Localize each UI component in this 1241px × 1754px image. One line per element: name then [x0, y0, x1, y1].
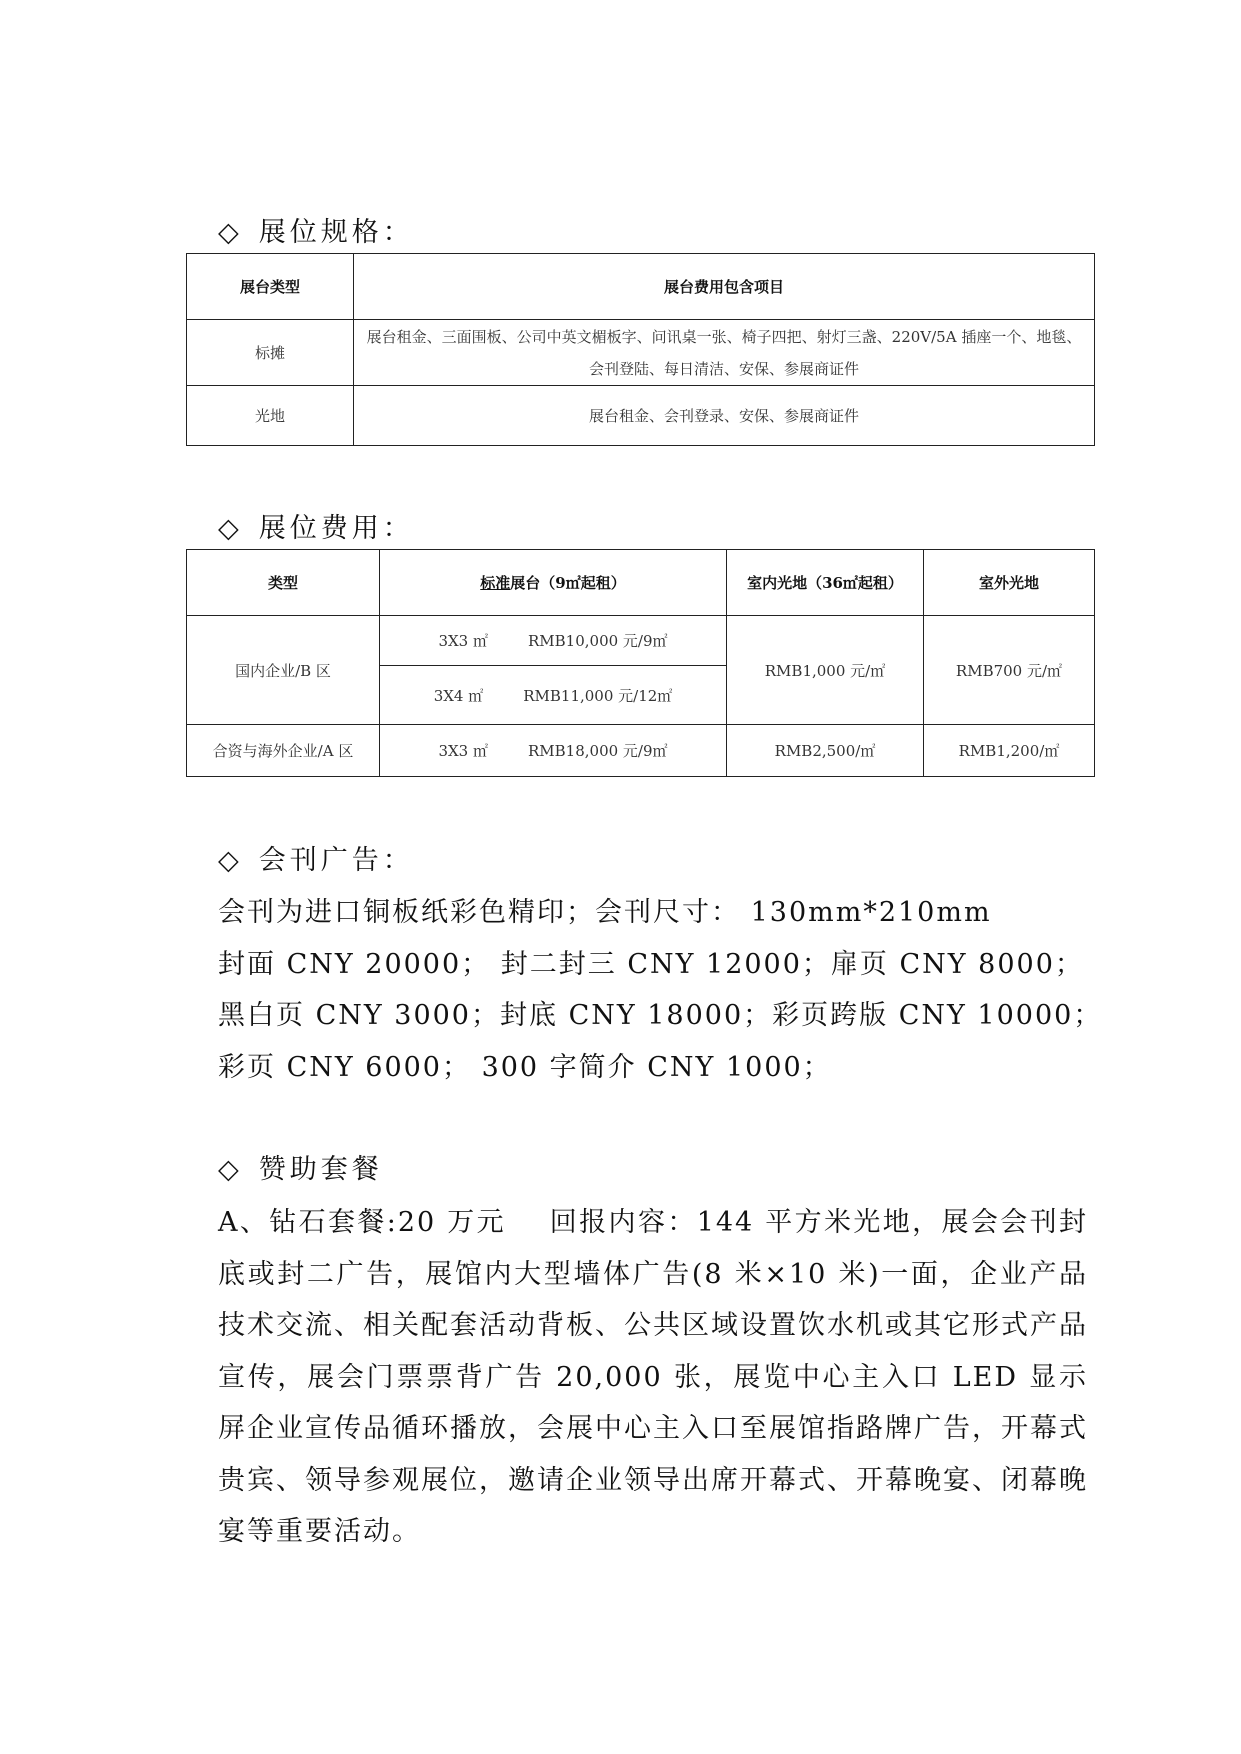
booth-type-standard: 标摊 — [187, 320, 354, 386]
foreign-outdoor-price: RMB1,200/㎡ — [924, 725, 1095, 777]
table-row — [187, 386, 1095, 446]
domestic-option1-size: 3X3 ㎡ — [438, 632, 488, 650]
header-standard-rest: 展台（9㎡起租） — [510, 574, 626, 592]
foreign-indoor-price: RMB2,500/㎡ — [727, 725, 924, 777]
section-title-ad: 会刊广告： — [258, 845, 414, 876]
diamond-icon: ◇ — [218, 845, 243, 876]
ad-paragraph — [218, 887, 1103, 1093]
table-header-row — [187, 550, 1095, 616]
ad-line: 会刊为进口铜板纸彩色精印；会刊尺寸： 130mm*210mm — [218, 897, 992, 928]
section-title-spec: 展位规格： — [258, 217, 414, 248]
ad-line: 黑白页 CNY 3000；封底 CNY 18000；彩页跨版 CNY 10000； — [218, 1000, 1103, 1031]
header-booth-type: 展台类型 — [187, 254, 354, 320]
diamond-icon: ◇ — [218, 217, 243, 248]
domestic-label: 国内企业/B 区 — [187, 616, 380, 725]
section-title-fee: 展位费用： — [258, 513, 414, 544]
header-type: 类型 — [187, 550, 380, 616]
domestic-option2-size: 3X4 ㎡ — [433, 686, 484, 705]
section-heading-fee — [218, 511, 414, 547]
foreign-size: 3X3 ㎡ — [438, 742, 488, 760]
standard-items-line1: 展台租金、三面围板、公司中英文楣板字、问讯桌一张、椅子四把、射灯三盏、220V/5A 插座一个、地毯、 — [366, 327, 1082, 346]
raw-space-items: 展台租金、会刊登录、安保、参展商证件 — [354, 386, 1095, 446]
section-heading-spec — [218, 215, 414, 251]
section-title-sponsor: 赞助套餐 — [258, 1154, 383, 1185]
booth-type-raw-space: 光地 — [187, 386, 354, 446]
domestic-indoor-price: RMB1,000 元/㎡ — [727, 616, 924, 725]
header-indoor-space: 室内光地（36㎡起租） — [727, 550, 924, 616]
domestic-option2-price: RMB11,000 元/12㎡ — [523, 686, 673, 705]
sponsor-text: A、钻石套餐:20 万元 回报内容：144 平方米光地，展会会刊封底或封二广告，展馆内大型墙体广告(8 米×10 米)一面，企业产品技术交流、相关配套活动背板、公共区域设置饮水机或其它形式产品宣传，展会门票票背广告 20,000 张，展览中心主入口 LED 显示屏企业宣传品循环播放，会展中心主入口至展馆指路牌广告，开幕式贵宾、领导参观展位，邀请企业领导出席开幕式、开幕晚宴、闭幕晚宴等重要活动。 — [218, 1207, 1088, 1547]
foreign-option — [380, 725, 727, 777]
diamond-icon: ◇ — [218, 1154, 243, 1185]
section-heading-sponsor — [218, 1152, 383, 1188]
domestic-option1-price: RMB10,000 元/9㎡ — [528, 632, 668, 650]
domestic-outdoor-price: RMB700 元/㎡ — [924, 616, 1095, 725]
ad-line: 彩页 CNY 6000； 300 字简介 CNY 1000； — [218, 1051, 832, 1083]
domestic-option1 — [380, 616, 727, 666]
foreign-price: RMB18,000 元/9㎡ — [528, 742, 668, 760]
section-heading-ad — [218, 843, 414, 879]
header-standard-underlined: 标准 — [480, 574, 511, 592]
diamond-icon: ◇ — [218, 513, 243, 544]
header-outdoor-space: 室外光地 — [924, 550, 1095, 616]
standard-items-line2: 会刊登陆、每日清洁、安保、参展商证件 — [588, 359, 859, 378]
sponsor-paragraph — [218, 1197, 1088, 1558]
header-included-items: 展台费用包含项目 — [354, 254, 1095, 320]
header-standard-booth — [380, 550, 727, 616]
domestic-option2 — [380, 666, 727, 725]
spec-table — [186, 253, 1095, 446]
fee-table — [186, 549, 1095, 777]
table-header-row — [187, 254, 1095, 320]
table-row — [187, 616, 1095, 666]
table-row — [187, 725, 1095, 777]
foreign-label: 合资与海外企业/A 区 — [187, 725, 380, 777]
ad-line: 封面 CNY 20000； 封二封三 CNY 12000；扉页 CNY 8000； — [218, 948, 1084, 980]
standard-items — [354, 320, 1095, 386]
table-row — [187, 320, 1095, 386]
